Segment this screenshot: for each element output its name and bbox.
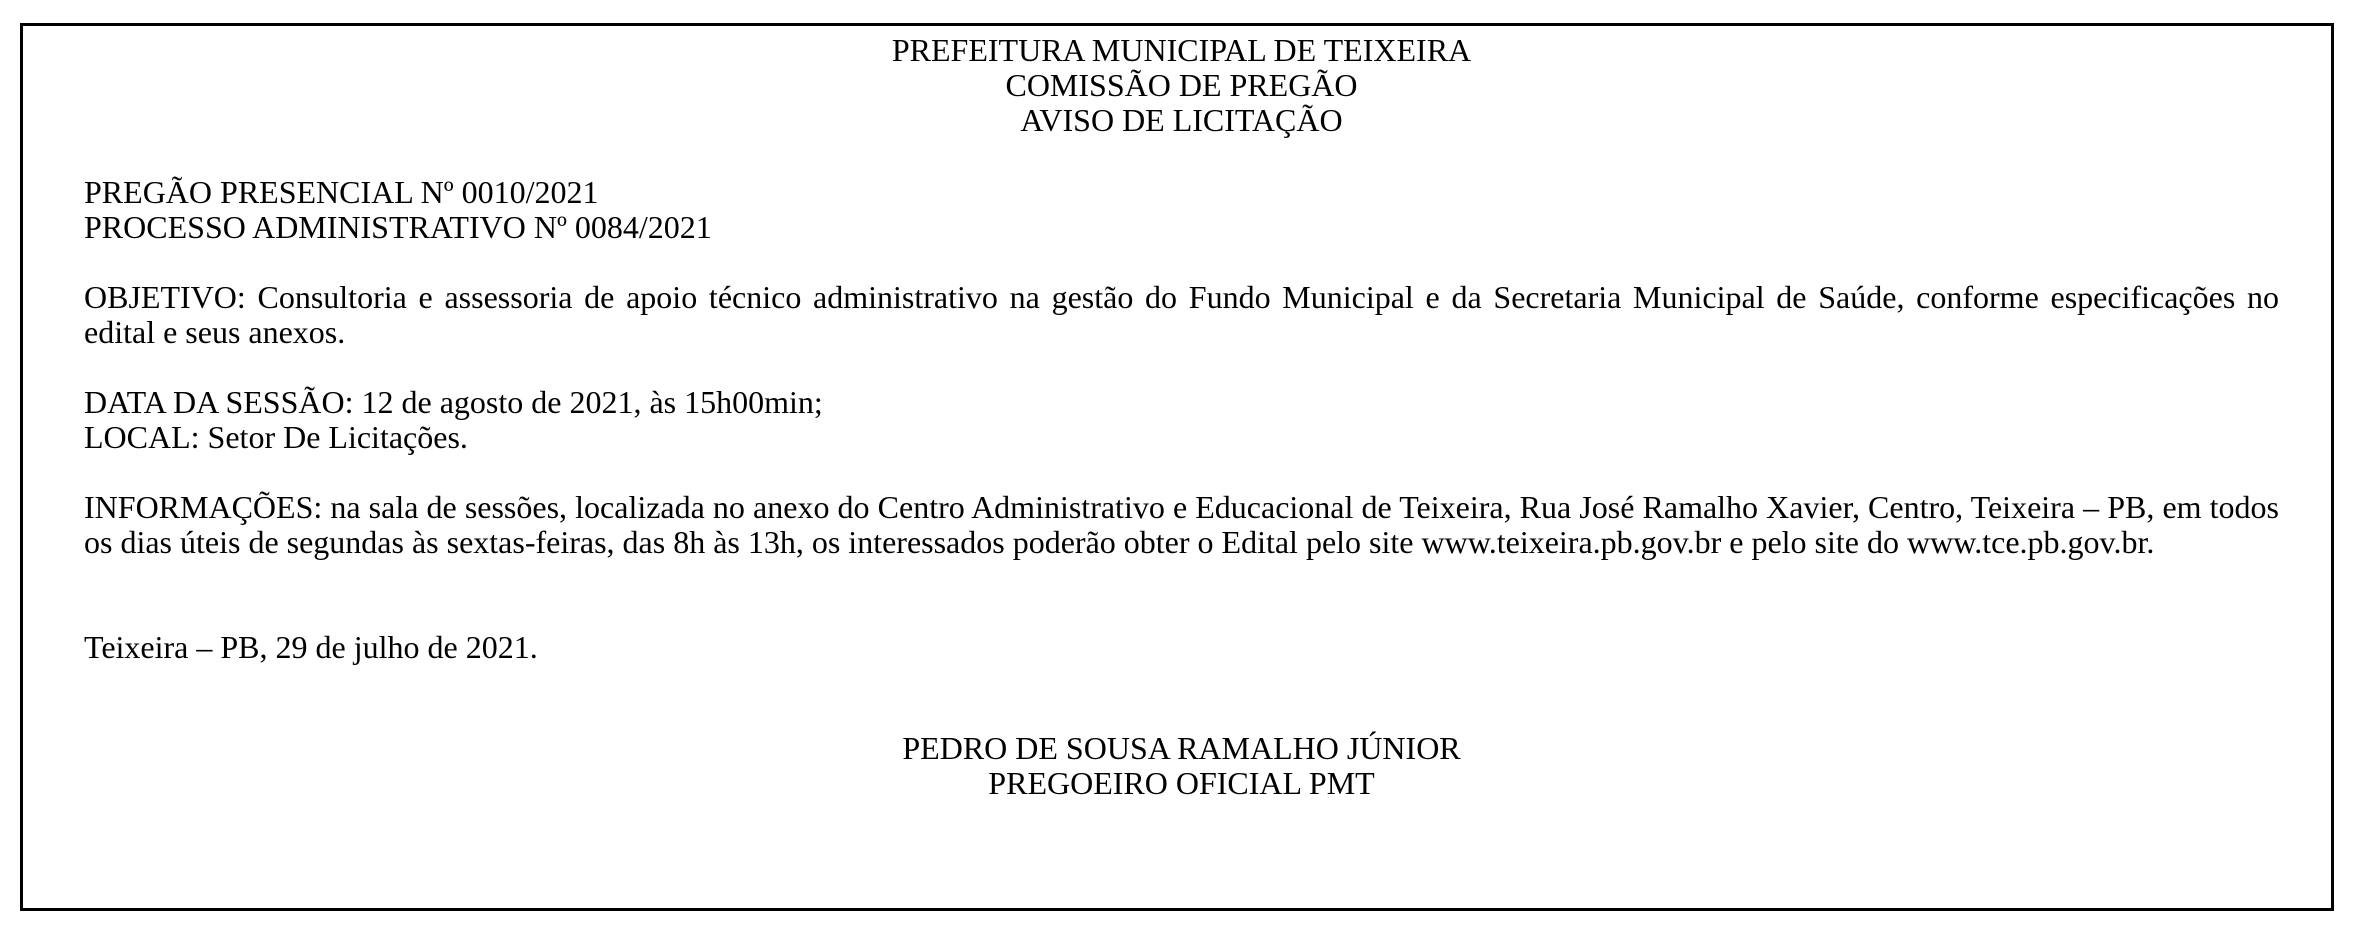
- processo-number: PROCESSO ADMINISTRATIVO Nº 0084/2021: [84, 209, 712, 245]
- reference-numbers: [84, 175, 2279, 245]
- header-commission: COMISSÃO DE PREGÃO: [1005, 67, 1358, 103]
- header-municipality: PREFEITURA MUNICIPAL DE TEIXEIRA: [891, 32, 1472, 68]
- date-place: Teixeira – PB, 29 de julho de 2021.: [84, 629, 538, 665]
- signature-block: [84, 731, 2279, 801]
- signatory-name: PEDRO DE SOUSA RAMALHO JÚNIOR: [902, 730, 1461, 766]
- session-info: [84, 385, 2279, 455]
- signatory-role: PREGOEIRO OFICIAL PMT: [988, 765, 1375, 801]
- notice-header: [84, 33, 2279, 138]
- pregao-number: PREGÃO PRESENCIAL Nº 0010/2021: [84, 174, 599, 210]
- objective-paragraph: OBJETIVO: Consultoria e assessoria de apoio técnico administrativo na gestão do Fundo Municipal e da Secretaria Municipal de Saúde, conforme especificações no edital e seus anexos.: [84, 279, 2279, 350]
- session-date: DATA DA SESSÃO: 12 de agosto de 2021, às 15h00min;: [84, 384, 823, 420]
- header-notice-title: AVISO DE LICITAÇÃO: [1020, 102, 1343, 138]
- session-location: LOCAL: Setor De Licitações.: [84, 419, 468, 455]
- information-paragraph: INFORMAÇÕES: na sala de sessões, localizada no anexo do Centro Administrativo e Educacional de Teixeira, Rua José Ramalho Xavier, Centro, Teixeira – PB, em todos os dias úteis de segundas às sextas-feiras, das 8h às 13h, os interessados poderão obter o Edital pelo site www.teixeira.pb.gov.br e pelo site do www.tce.pb.gov.br.: [84, 489, 2279, 560]
